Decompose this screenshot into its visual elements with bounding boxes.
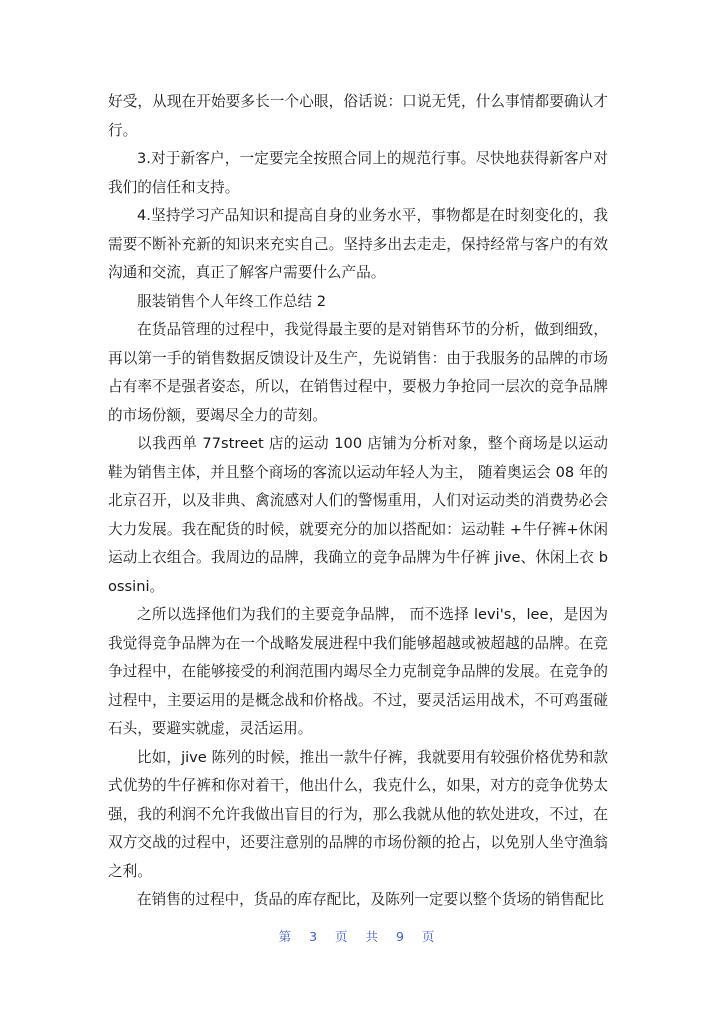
section-title: 服装销售个人年终工作总结 2 [137,292,327,310]
paragraph-item-4: 4.坚持学习产品知识和提高自身的业务水平，事物都是在时刻变化的，我需要不断补充新的知识来充实自己。坚持多出去走走，保持经常与客户的有效沟通和交流，真正了解客户需要什么产品。 [108,207,608,281]
paragraph-item-3: 3.对于新客户，一定要完全按照合同上的规范行事。尽快地获得新客户对我们的信任和支持。 [108,150,608,196]
section-paragraph-1: 在货品管理的过程中，我觉得最主要的是对销售环节的分析，做到细致，再以第一手的销售数据反馈设计及生产，先说销售：由于我服务的品牌的市场占有率不是强者姿态，所以，在销售过程中，要极力争抢同一层次的竞争品牌的市场份额，要竭尽全力的苛刻。 [108,321,608,424]
section-paragraph-2: 以我西单 77street 店的运动 100 店铺为分析对象，整个商场是以运动鞋为销售主体，并且整个商场的客流以运动年轻人为主， 随着奥运会 08 年的北京召开，以及非典、禽流感对人们的警惕重用，人们对运动类的消费势必会大力发展。我在配货的时候，就要充分的加以搭配如：运动鞋 +牛仔裤+休闲运动上衣组合。我周边的品牌，我确立的竞争品牌为牛仔裤 jive、休闲上衣 bossini。 [108,435,608,595]
page-number-footer: 第 3 页 共 9 页 [278,929,442,944]
section-paragraph-5: 在销售的过程中，货品的库存配比，及陈列一定要以整个货场的销售配比 [137,891,605,908]
document-body [108,88,608,915]
section-paragraph-4: 比如，jive 陈列的时候，推出一款牛仔裤，我就要用有较强价格优势和款式优势的牛仔裤和你对着干，他出什么，我克什么，如果，对方的竞争优势太强，我的利润不允许我做出盲目的行为，那么我就从他的软处进攻，不过，在双方交战的过程中，还要注意别的品牌的市场份额的抢占，以免别人坐守渔翁之利。 [108,748,608,880]
section-paragraph-3: 之所以选择他们为我们的主要竞争品牌， 而不选择 levi's，lee，是因为我觉得竞争品牌为在一个战略发展进程中我们能够超越或被超越的品牌。在竞争过程中，在能够接受的利润范围内竭尽全力克制竞争品牌的发展。在竞争的过程中，主要运用的是概念战和价格战。不过，要灵活运用战术，不可鸡蛋碰石头，要避实就虚，灵活运用。 [108,606,608,737]
paragraph-continuation: 好受，从现在开始要多长一个心眼，俗话说：口说无凭，什么事情都要确认才行。 [108,93,608,139]
